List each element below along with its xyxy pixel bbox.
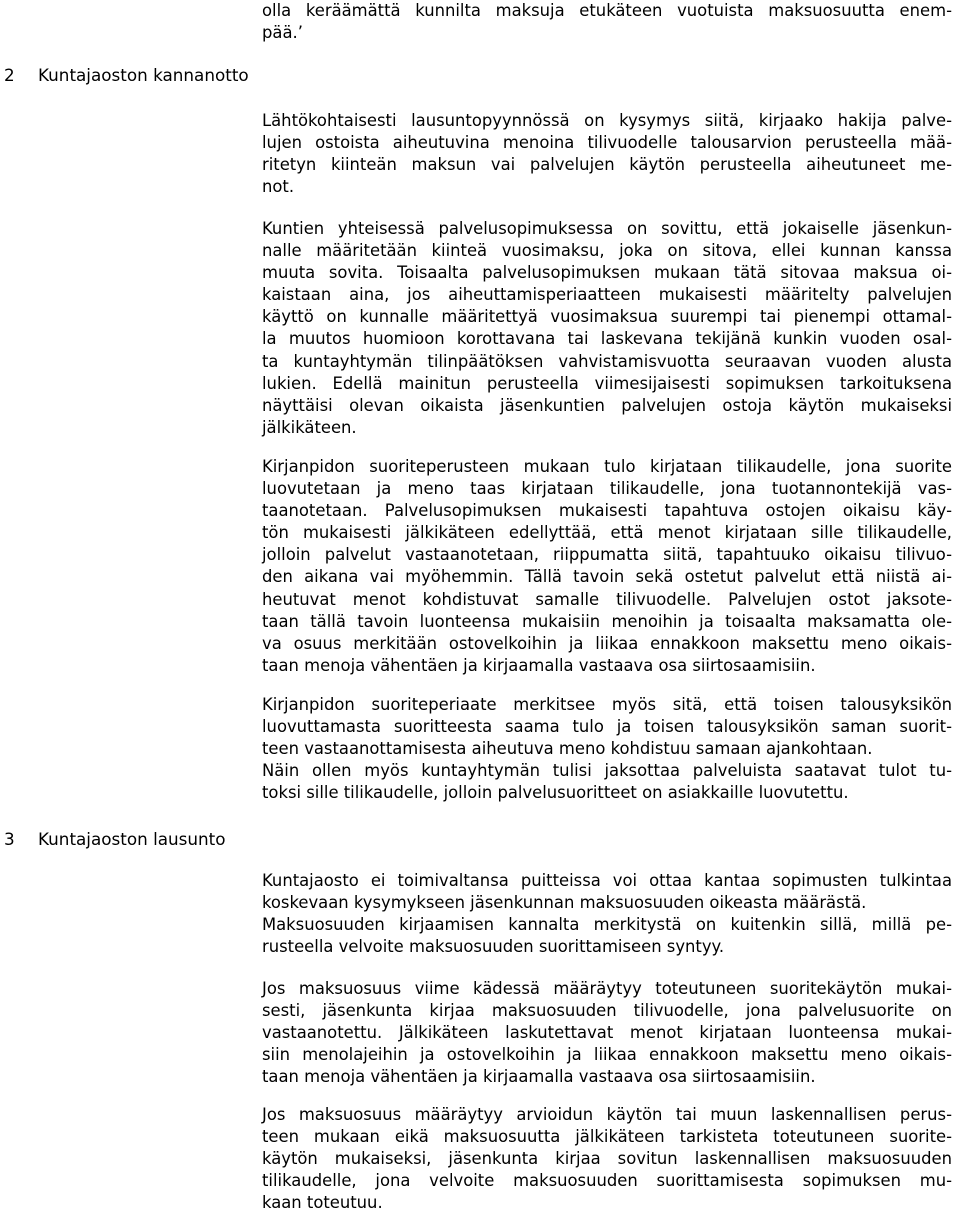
text-line: luovutetaan ja meno taas kirjataan tilikaudelle, jona tuotannontekijä vas- bbox=[262, 479, 952, 499]
section-title: Kuntajaoston lausunto bbox=[38, 829, 226, 849]
text-line: teen mukaan eikä maksuosuutta jälkikäteen tarkisteta toteutuneen suorite- bbox=[262, 1127, 952, 1147]
text-line: käytön mukaiseksi, jäsenkunta kirjaa sovitun laskennallisen maksuosuuden bbox=[262, 1149, 952, 1169]
text-line: toksi sille tilikaudelle, jolloin palvelusuoritteet on asiakkaille luovutettu. bbox=[262, 783, 849, 803]
paragraph bbox=[262, 110, 952, 198]
text-line: Jos maksuosuus määräytyy arvioidun käytön tai muun laskennallisen perus- bbox=[262, 1105, 952, 1124]
paragraph bbox=[262, 0, 952, 44]
text-line: Näin ollen myös kuntayhtymän tulisi jaksottaa palveluista saatavat tulot tu- bbox=[262, 761, 952, 781]
text-line: lukien. Edellä mainitun perusteella viimesijaisesti sopimuksen tarkoituksena bbox=[262, 373, 952, 393]
paragraph bbox=[262, 218, 952, 439]
text-line: muuta sovita. Toisaalta palvelusopimuksen mukaan tätä sitovaa maksua oi- bbox=[262, 263, 952, 283]
text-line: kaan toteutuu. bbox=[262, 1193, 383, 1213]
paragraph bbox=[262, 978, 952, 1088]
text-line: vastaanotettu. Jälkikäteen laskutettavat menot kirjataan luonteensa mukai- bbox=[262, 1023, 952, 1043]
text-line: rusteella velvoite maksuosuuden suorittamiseen syntyy. bbox=[262, 937, 725, 957]
text-line: taanotetaan. Palvelusopimuksen mukaisesti tapahtuva ostojen oikaisu käy- bbox=[262, 501, 952, 521]
text-line: jälkikäteen. bbox=[262, 417, 357, 437]
text-line: käyttö on kunnalle määritettyä vuosimaksua suurempi tai pienempi ottamal- bbox=[262, 307, 952, 327]
paragraph bbox=[262, 870, 952, 958]
text-line: ta kuntayhtymän tilinpäätöksen vahvistamisvuotta seuraavan vuoden alusta bbox=[262, 351, 952, 371]
text-line: ritetyn kiinteän maksun vai palvelujen käytön perusteella aiheutuneet me- bbox=[262, 155, 952, 175]
text-line: luovuttamasta suoritteesta saama tulo ja toisen talousyksikön saman suorit- bbox=[262, 717, 952, 737]
paragraph bbox=[262, 456, 952, 677]
section-number: 3 bbox=[4, 829, 15, 849]
text-line: olla keräämättä kunnilta maksuja etukäteen vuotuista maksuosuutta enem- bbox=[262, 1, 952, 20]
text-line: koskevaan kysymykseen jäsenkunnan maksuosuuden oikeasta määrästä. bbox=[262, 893, 867, 913]
section-number: 2 bbox=[4, 65, 15, 85]
text-line: heutuvat menot kohdistuvat samalle tilivuodelle. Palvelujen ostot jaksote- bbox=[262, 589, 952, 609]
paragraph bbox=[262, 1104, 952, 1214]
text-line: taan tällä tavoin luonteensa mukaisiin menoihin ja toisaalta maksamatta ole- bbox=[262, 611, 952, 631]
text-line: Jos maksuosuus viime kädessä määräytyy toteutuneen suoritekäytön mukai- bbox=[262, 979, 952, 998]
text-line: Lähtökohtaisesti lausuntopyynnössä on kysymys siitä, kirjaako hakija palve- bbox=[262, 111, 952, 130]
text-line: tön mukaisesti jälkikäteen edellyttää, että menot kirjataan sille tilikaudelle, bbox=[262, 523, 952, 543]
paragraph bbox=[262, 694, 952, 804]
text-line: siin menolajeihin ja ostovelkoihin ja liikaa ennakkoon maksettu meno oikais- bbox=[262, 1045, 952, 1065]
text-line: taan menoja vähentäen ja kirjaamalla vastaava osa siirtosaamisiin. bbox=[262, 655, 816, 675]
text-line: Kirjanpidon suoriteperiaate merkitsee myös sitä, että toisen talousyksikön bbox=[262, 695, 952, 714]
text-line: pää.’ bbox=[262, 23, 303, 43]
text-line: näyttäisi olevan oikaista jäsenkuntien palvelujen ostoja käytön mukaiseksi bbox=[262, 395, 952, 415]
text-line: nalle määritetään kiinteä vuosimaksu, joka on sitova, ellei kunnan kanssa bbox=[262, 241, 952, 261]
text-line: not. bbox=[262, 177, 295, 197]
text-line: Kuntien yhteisessä palvelusopimuksessa on sovittu, että jokaiselle jäsenkun- bbox=[262, 219, 952, 238]
text-line: jolloin palvelut vastaanotetaan, riippumatta siitä, tapahtuuko oikaisu tilivuo- bbox=[262, 545, 952, 565]
section-heading-2 bbox=[4, 64, 249, 86]
text-line: sesti, jäsenkunta kirjaa maksuosuuden tilivuodelle, jona palvelusuorite on bbox=[262, 1001, 952, 1021]
text-line: Kuntajaosto ei toimivaltansa puitteissa voi ottaa kantaa sopimusten tulkintaa bbox=[262, 871, 952, 890]
text-line: teen vastaanottamisesta aiheutuva meno kohdistuu samaan ajankohtaan. bbox=[262, 739, 873, 759]
section-heading-3 bbox=[4, 828, 226, 850]
section-title: Kuntajaoston kannanotto bbox=[38, 65, 249, 85]
text-line: taan menoja vähentäen ja kirjaamalla vastaava osa siirtosaamisiin. bbox=[262, 1067, 816, 1087]
text-line: Kirjanpidon suoriteperusteen mukaan tulo kirjataan tilikaudelle, jona suorite bbox=[262, 457, 952, 476]
text-line: la muutos huomioon korottavana tai laskevana tekijänä kunkin vuoden osal- bbox=[262, 329, 952, 349]
text-line: lujen ostoista aiheutuvina menoina tilivuodelle talousarvion perusteella mää- bbox=[262, 133, 952, 153]
text-line: tilikaudelle, jona velvoite maksuosuuden suorittamisesta sopimuksen mu- bbox=[262, 1171, 952, 1191]
text-line: kaistaan aina, jos aiheuttamisperiaatteen mukaisesti määritelty palvelujen bbox=[262, 285, 952, 305]
text-line: va osuus merkitään ostovelkoihin ja liikaa ennakkoon maksettu meno oikais- bbox=[262, 633, 952, 653]
text-line: Maksuosuuden kirjaamisen kannalta merkitystä on kuitenkin sillä, millä pe- bbox=[262, 915, 952, 935]
text-line: den aikana vai myöhemmin. Tällä tavoin sekä ostetut palvelut että niistä ai- bbox=[262, 567, 952, 587]
